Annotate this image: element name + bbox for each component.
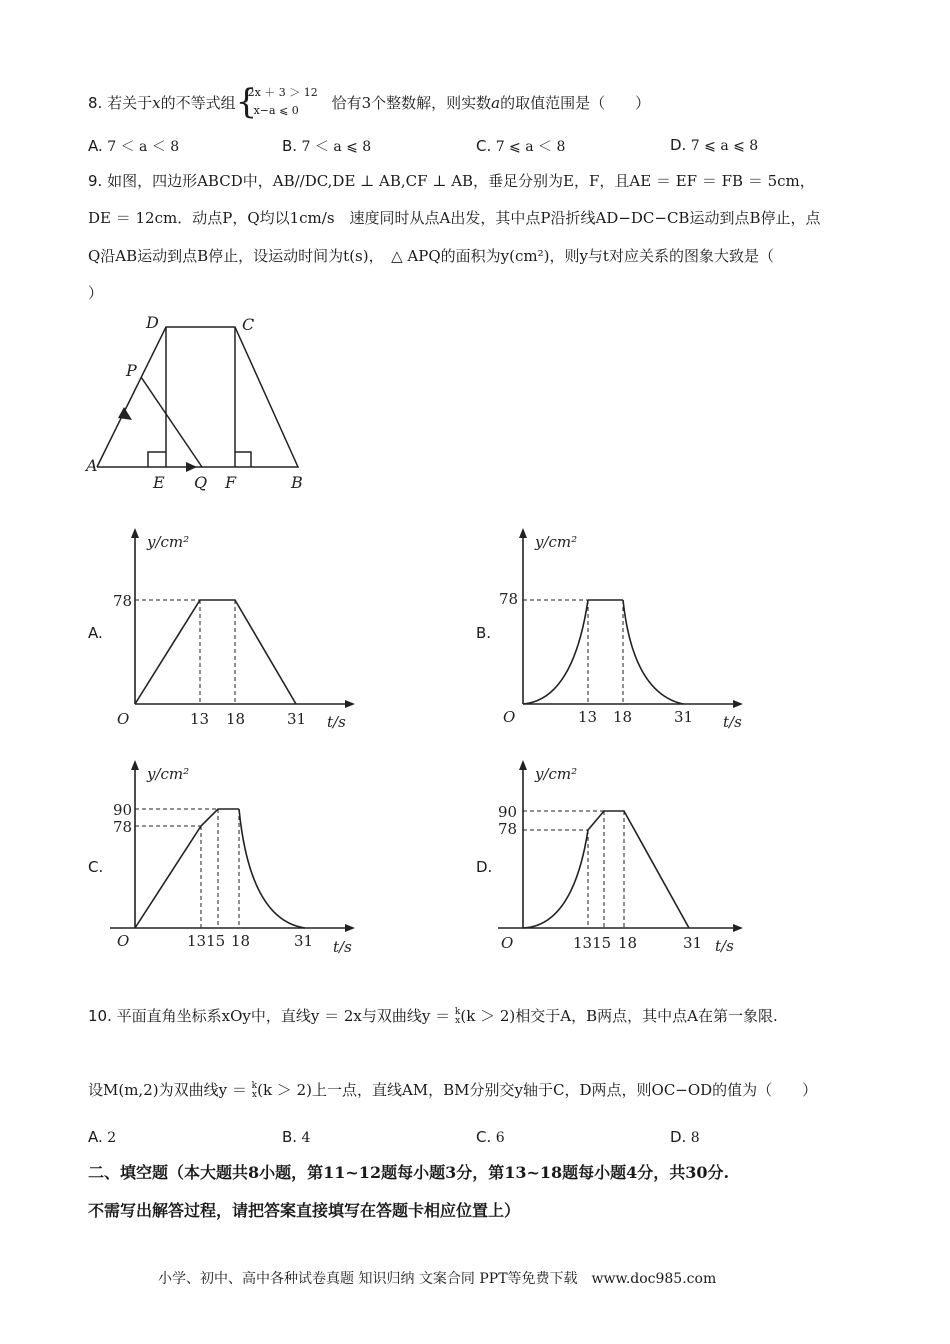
- x-tick: 18: [231, 932, 251, 950]
- fraction-k-over-x: k x: [251, 1081, 258, 1100]
- x-axis-label: t/s: [715, 937, 734, 955]
- page-footer: 小学、初中、高中各种试卷真题 知识归纳 文案合同 PPT等免费下载 www.doc985.com: [158, 1271, 717, 1287]
- question-number: 10.: [88, 1007, 112, 1025]
- trapezoid-outline: [97, 327, 298, 467]
- question-9-line2: DE ＝ 12cm．动点P，Q均以1cm/s 速度同时从点A出发，其中点P沿折线AD−DC−CB运动到点B停止，点: [88, 209, 821, 227]
- q10-option-d[interactable]: D. 8: [670, 1128, 700, 1146]
- question-number: 9.: [88, 172, 103, 190]
- arrow-p-icon: [118, 407, 132, 420]
- question-number: 8.: [88, 94, 103, 112]
- q9-option-c[interactable]: C.: [88, 858, 104, 876]
- question-10-line1: 10. 平面直角坐标系xOy中，直线y ＝ 2x与双曲线y ＝ k x (k ＞ 2)相交于A，B两点，其中点A在第一象限.: [88, 1007, 778, 1026]
- x-tick: 31: [683, 934, 703, 952]
- q9-option-d[interactable]: D.: [476, 858, 493, 876]
- q9-option-b[interactable]: B.: [476, 624, 492, 642]
- graph-a: [105, 528, 355, 733]
- question-9-line4: ）: [88, 284, 104, 302]
- right-angle-e: [148, 452, 166, 467]
- x-tick: 31: [287, 710, 307, 728]
- q10-option-c[interactable]: C. 6: [476, 1128, 505, 1146]
- q10-option-a[interactable]: A. 2: [88, 1128, 117, 1146]
- segment-pq: [141, 377, 202, 467]
- graph-d: [493, 760, 743, 960]
- question-9-line3: Q沿AB运动到点B停止，设运动时间为t(s)， △ APQ的面积为y(cm²)，则y与t对应关系的图象大致是（: [88, 247, 774, 265]
- origin-label: O: [503, 708, 516, 726]
- x-tick: 18: [226, 710, 246, 728]
- origin-label: O: [501, 934, 514, 952]
- label-a: A: [86, 456, 98, 475]
- arrow-q-icon: [186, 462, 197, 472]
- question-9-line1: 9. 如图，四边形ABCD中，AB//DC,DE ⊥ AB,CF ⊥ AB，垂足分别为E，F，且AE ＝ EF ＝ FB ＝ 5cm，: [88, 172, 815, 190]
- right-angle-f: [235, 452, 251, 467]
- x-axis-label: t/s: [723, 713, 742, 731]
- origin-label: O: [117, 932, 130, 950]
- y-axis-label: y/cm²: [535, 765, 578, 783]
- y-axis-label: y/cm²: [147, 765, 190, 783]
- label-e: E: [153, 473, 165, 492]
- fraction-k-over-x: k x: [454, 1007, 461, 1026]
- q8-option-c[interactable]: C. 7 ⩽ a ＜ 8: [476, 137, 566, 155]
- y-axis-label: y/cm²: [147, 533, 190, 551]
- inequality-system: { 2x ＋ 3 ＞ 12 x−a ⩽ 0: [235, 82, 318, 122]
- y-tick: 78: [498, 820, 518, 838]
- x-tick: 31: [294, 932, 314, 950]
- label-p: P: [126, 361, 137, 380]
- question-10-line2: 设M(m,2)为双曲线y ＝ k x (k ＞ 2)上一点，直线AM，BM分别交y轴于C，D两点，则OC−OD的值为（ ）: [88, 1081, 818, 1100]
- x-tick: 1315: [187, 932, 226, 950]
- label-b: B: [291, 473, 303, 492]
- x-tick: 18: [613, 708, 633, 726]
- x-tick: 18: [618, 934, 638, 952]
- q10-option-b[interactable]: B. 4: [282, 1128, 311, 1146]
- y-tick: 90: [113, 801, 133, 819]
- x-axis-label: t/s: [333, 938, 352, 956]
- y-tick: 78: [113, 818, 133, 836]
- x-tick: 13: [190, 710, 210, 728]
- origin-label: O: [117, 710, 130, 728]
- question-8-stem: 8. 若关于x的不等式组 { 2x ＋ 3 ＞ 12 x−a ⩽ 0 恰有3个整数解，则实数a的取值范围是（ ）: [88, 82, 651, 122]
- y-tick: 78: [113, 592, 133, 610]
- q9-option-a[interactable]: A.: [88, 624, 103, 642]
- x-tick: 31: [674, 708, 694, 726]
- label-f: F: [225, 473, 237, 492]
- x-tick: 1315: [573, 934, 612, 952]
- x-tick: 13: [578, 708, 598, 726]
- label-c: C: [242, 315, 255, 334]
- section-2-heading-line1: 二、填空题（本大题共8小题，第11~12题每小题3分，第13~18题每小题4分，共30分.: [88, 1163, 730, 1182]
- y-tick: 78: [499, 590, 519, 608]
- q8-option-a[interactable]: A. 7 ＜ a ＜ 8: [88, 137, 180, 155]
- trapezoid-figure: [80, 310, 320, 495]
- q8-option-b[interactable]: B. 7 ＜ a ⩽ 8: [282, 137, 372, 155]
- y-tick: 90: [498, 803, 518, 821]
- label-q: Q: [194, 473, 208, 492]
- section-2-heading-line2: 不需写出解答过程，请把答案直接填写在答题卡相应位置上）: [88, 1201, 521, 1220]
- q8-option-d[interactable]: D. 7 ⩽ a ⩽ 8: [670, 136, 759, 154]
- label-d: D: [146, 313, 159, 332]
- graph-c: [105, 760, 355, 960]
- x-axis-label: t/s: [327, 713, 346, 731]
- y-axis-label: y/cm²: [535, 533, 578, 551]
- graph-b: [493, 528, 743, 733]
